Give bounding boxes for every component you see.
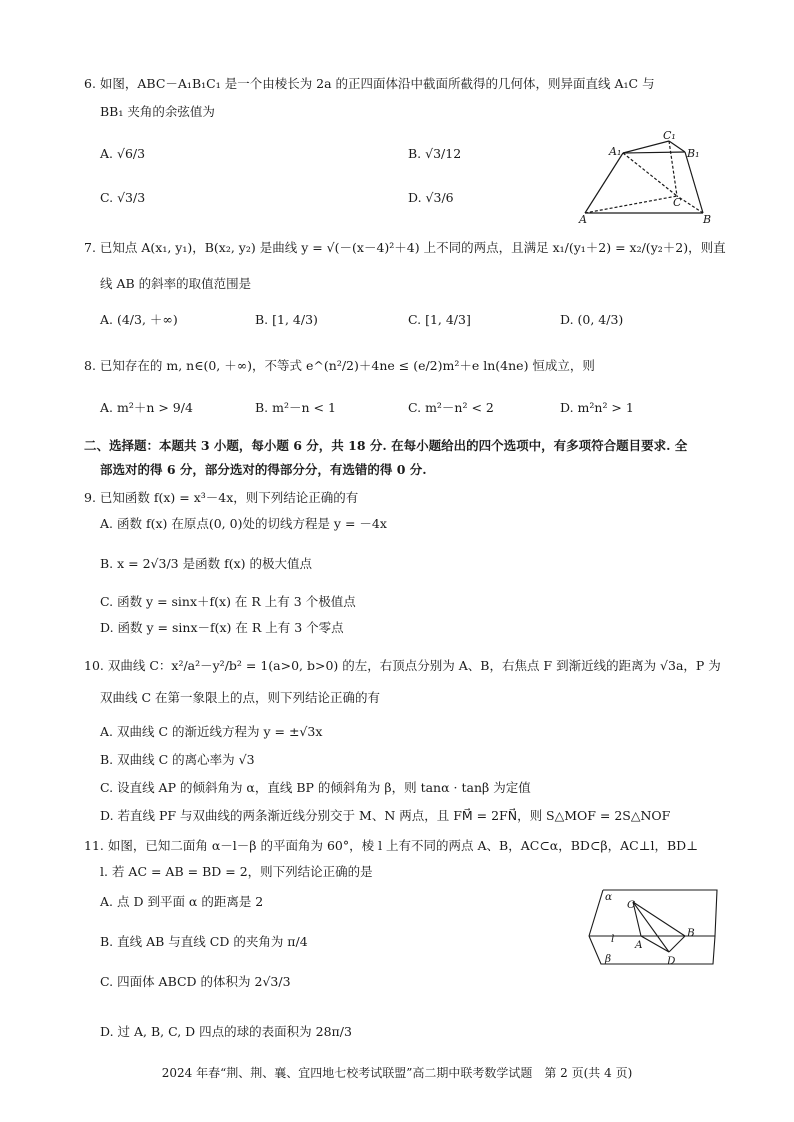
label-a: A — [635, 939, 643, 951]
page-footer: 2024 年春“荆、荆、襄、宜四地七校考试联盟”高二期中联考数学试题 第 2 页(共 4 页) — [161, 1066, 633, 1080]
segment-cb — [633, 902, 685, 936]
label-c: C — [673, 196, 682, 209]
q9-option-b: B. x = 2√3/3 是函数 f(x) 的极大值点 — [100, 556, 312, 571]
label-l: l — [611, 933, 615, 945]
edge-aa1 — [585, 153, 623, 213]
edge-ac — [585, 196, 677, 213]
plane-alpha-left-edge — [589, 890, 603, 936]
q11-stem-line2: l. 若 AC = AB = BD = 2，则下列结论正确的是 — [100, 864, 373, 879]
q8-option-c: C. m²－n² < 2 — [408, 400, 494, 415]
q7-option-b: B. [1, 4/3) — [255, 312, 318, 327]
q9-option-a: A. 函数 f(x) 在原点(0, 0)处的切线方程是 y = －4x — [100, 516, 387, 531]
edge-a1b1 — [623, 152, 685, 153]
edge-a1c — [623, 153, 677, 196]
edge-c1c — [669, 141, 677, 196]
label-c: C — [627, 899, 636, 911]
q10-option-c: C. 设直线 AP 的倾斜角为 α，直线 BP 的倾斜角为 β，则 tanα · tanβ 为定值 — [100, 780, 531, 795]
q10-stem-line2: 双曲线 C 在第一象限上的点，则下列结论正确的有 — [100, 690, 381, 705]
edge-a1c1 — [623, 141, 669, 153]
q9-option-c: C. 函数 y = sinx＋f(x) 在 R 上有 3 个极值点 — [100, 594, 356, 609]
q7-option-c: C. [1, 4/3] — [408, 312, 471, 327]
section2-heading-line1: 二、选择题：本题共 3 小题，每小题 6 分，共 18 分. 在每小题给出的四个选项中，有多项符合题目要求. 全 — [84, 438, 688, 453]
segment-bd — [669, 936, 685, 952]
q6-stem-line2: BB₁ 夹角的余弦值为 — [100, 104, 215, 119]
segment-ad — [641, 936, 669, 952]
label-alpha: α — [605, 891, 613, 903]
label-beta: β — [605, 953, 612, 965]
label-b: B — [703, 213, 712, 225]
q8-option-b: B. m²－n < 1 — [255, 400, 336, 415]
q9-option-d: D. 函数 y = sinx－f(x) 在 R 上有 3 个零点 — [100, 620, 344, 635]
section2-heading-line2: 部选对的得 6 分，部分选对的得部分分，有选错的得 0 分. — [100, 462, 427, 477]
q11-figure-dihedral — [585, 888, 725, 970]
q6-stem-line1: 6. 如图，ABC－A₁B₁C₁ 是一个由棱长为 2a 的正四面体沿中截面所截得的几何体，则异面直线 A₁C 与 — [84, 76, 655, 91]
q7-option-d: D. (0, 4/3) — [560, 312, 624, 327]
q6-option-a: A. √6/3 — [100, 146, 146, 161]
q11-option-c: C. 四面体 ABCD 的体积为 2√3/3 — [100, 974, 291, 989]
q10-option-d: D. 若直线 PF 与双曲线的两条渐近线分别交于 M、N 两点，且 FM⃗ = 2FN⃗，则 S△MOF = 2S△NOF — [100, 808, 671, 823]
q8-option-a: A. m²＋n > 9/4 — [100, 400, 193, 415]
q7-option-a: A. (4/3, ＋∞) — [100, 312, 178, 327]
q9-stem: 9. 已知函数 f(x) = x³－4x，则下列结论正确的有 — [84, 490, 359, 505]
label-a1: A₁ — [609, 145, 622, 158]
label-b1: B₁ — [687, 147, 700, 160]
q6-option-d: D. √3/6 — [408, 190, 454, 205]
label-b: B — [687, 927, 695, 939]
q11-option-b: B. 直线 AB 与直线 CD 的夹角为 π/4 — [100, 934, 308, 949]
q11-option-d: D. 过 A, B, C, D 四点的球的表面积为 28π/3 — [100, 1024, 352, 1039]
label-c1: C₁ — [663, 130, 676, 142]
label-a: A — [579, 213, 587, 225]
q10-option-b: B. 双曲线 C 的离心率为 √3 — [100, 752, 255, 767]
q6-figure-frustum — [575, 130, 725, 225]
q7-stem-line2: 线 AB 的斜率的取值范围是 — [100, 276, 252, 291]
q7-stem-line1: 7. 已知点 A(x₁, y₁)，B(x₂, y₂) 是曲线 y = √(－(x－4)²＋4) 上不同的两点，且满足 x₁/(y₁＋2) = x₂/(y₂＋2)，则直 — [84, 240, 726, 255]
edge-bb1 — [685, 152, 703, 213]
q11-stem-line1: 11. 如图，已知二面角 α－l－β 的平面角为 60°，棱 l 上有不同的两点 A、B，AC⊂α，BD⊂β，AC⊥l，BD⊥ — [84, 838, 698, 853]
q11-option-a: A. 点 D 到平面 α 的距离是 2 — [100, 894, 264, 909]
q10-stem-line1: 10. 双曲线 C：x²/a²－y²/b² = 1(a>0, b>0) 的左，右顶点分别为 A、B，右焦点 F 到渐近线的距离为 √3a，P 为 — [84, 658, 721, 673]
q6-option-c: C. √3/3 — [100, 190, 146, 205]
label-d: D — [667, 955, 676, 967]
edge-c1b1 — [669, 141, 685, 152]
q10-option-a: A. 双曲线 C 的渐近线方程为 y = ±√3x — [100, 724, 323, 739]
q8-option-d: D. m²n² > 1 — [560, 400, 634, 415]
q8-stem-line1: 8. 已知存在的 m, n∈(0, ＋∞)，不等式 e^(n²/2)＋4ne ≤ (e/2)m²＋e ln(4ne) 恒成立，则 — [84, 358, 595, 373]
q6-option-b: B. √3/12 — [408, 146, 462, 161]
